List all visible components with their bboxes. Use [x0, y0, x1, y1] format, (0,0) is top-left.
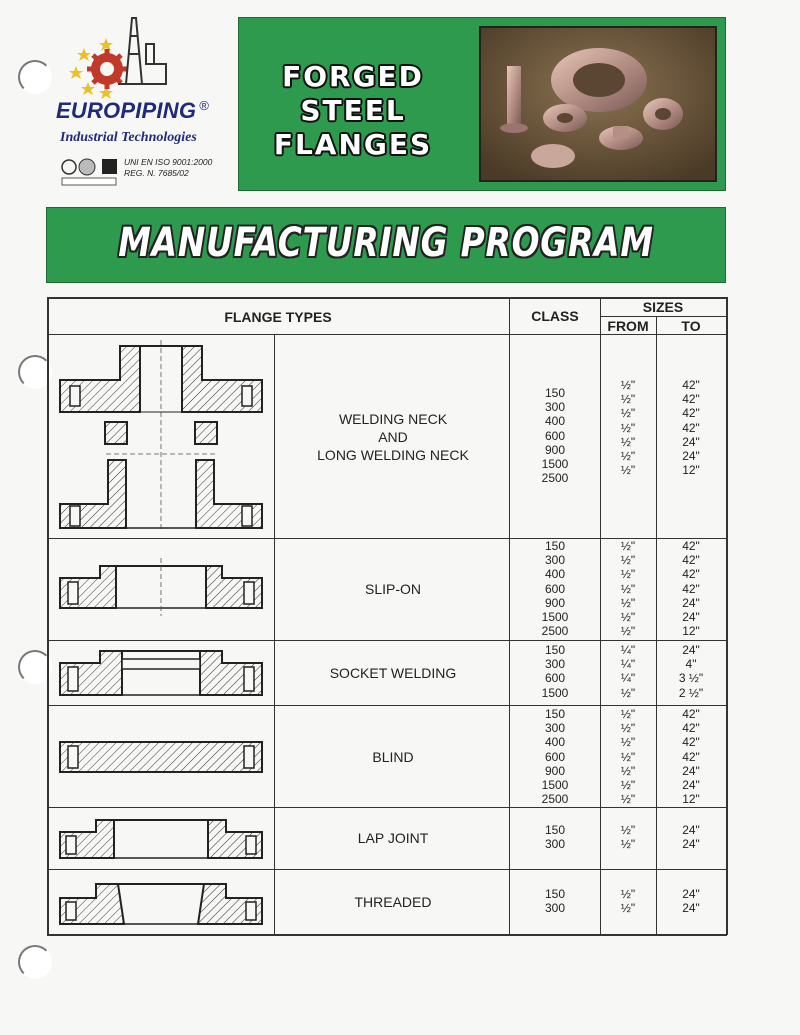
header-to: TO — [681, 318, 701, 334]
table-border-left — [47, 297, 49, 935]
certification-logos-icon — [60, 156, 120, 190]
hero-title: FORGED STEEL FLANGES — [273, 60, 433, 161]
lap-joint-drawing-icon — [50, 814, 272, 862]
row-to-values: 42" 42" 42" 42" 24" 24" 12" — [682, 539, 700, 639]
blind-drawing-icon — [50, 732, 272, 778]
row-class-values: 150 300 400 600 900 1500 2500 — [541, 386, 569, 486]
welding-neck-drawing-icon — [50, 338, 272, 534]
table-divider — [600, 316, 726, 317]
row-type-blind: BLIND — [372, 749, 414, 765]
banner-title: MANUFACTURING PROGRAM — [118, 220, 654, 266]
header-sizes: SIZES — [642, 299, 684, 315]
header-class: CLASS — [531, 308, 579, 324]
program-banner — [46, 207, 726, 283]
row-from-values: ¼" ¼" ¼" ½" — [620, 643, 636, 700]
row-to-values: 24" 24" — [682, 887, 700, 916]
binder-hole — [18, 945, 52, 979]
certification-registration: REG. N. 7685/02 — [124, 168, 189, 178]
row-class-values: 150 300 — [544, 823, 566, 852]
row-to-values: 24" 4" 3 ½" 2 ½" — [678, 643, 704, 700]
row-class-values: 150 300 400 600 900 1500 2500 — [541, 707, 569, 807]
row-from-values: ½" ½" ½" ½" ½" ½" ½" — [620, 707, 636, 807]
table-divider — [47, 640, 727, 641]
row-type-lap-joint: LAP JOINT — [357, 830, 429, 846]
row-to-values: 42" 42" 42" 42" 24" 24" 12" — [682, 378, 700, 478]
header-from: FROM — [607, 318, 649, 334]
table-border-right — [726, 297, 728, 935]
flanges-photo-icon — [479, 26, 717, 182]
row-from-values: ½" ½" ½" ½" ½" ½" ½" — [620, 378, 636, 478]
europiping-logo-icon — [62, 14, 174, 100]
company-tagline: Industrial Technologies — [60, 130, 197, 145]
row-to-values: 24" 24" — [682, 823, 700, 852]
row-type-socket-welding: SOCKET WELDING — [329, 665, 457, 681]
row-from-values: ½" ½" — [620, 823, 636, 852]
row-class-values: 150 300 400 600 900 1500 2500 — [541, 539, 569, 639]
threaded-drawing-icon — [50, 876, 272, 928]
row-from-values: ½" ½" — [620, 887, 636, 916]
row-type-welding-neck: WELDING NECK AND LONG WELDING NECK — [317, 411, 469, 463]
socket-welding-drawing-icon — [50, 647, 272, 699]
hero-header — [238, 17, 726, 191]
binder-hole — [18, 60, 52, 94]
row-type-slip-on: SLIP-ON — [364, 581, 421, 597]
table-divider — [47, 869, 727, 870]
table-divider — [47, 334, 727, 335]
table-border-bottom — [47, 934, 727, 936]
table-divider — [47, 807, 727, 808]
company-name: EUROPIPING ® — [56, 98, 209, 123]
slip-on-drawing-icon — [50, 558, 272, 618]
row-to-values: 42" 42" 42" 42" 24" 24" 12" — [682, 707, 700, 807]
row-from-values: ½" ½" ½" ½" ½" ½" ½" — [620, 539, 636, 639]
row-class-values: 150 300 — [544, 887, 566, 916]
header-flange-types: FLANGE TYPES — [224, 309, 332, 325]
row-class-values: 150 300 600 1500 — [541, 643, 569, 700]
row-type-threaded: THREADED — [354, 894, 432, 910]
certification-standard: UNI EN ISO 9001:2000 — [124, 157, 213, 167]
table-divider — [47, 705, 727, 706]
